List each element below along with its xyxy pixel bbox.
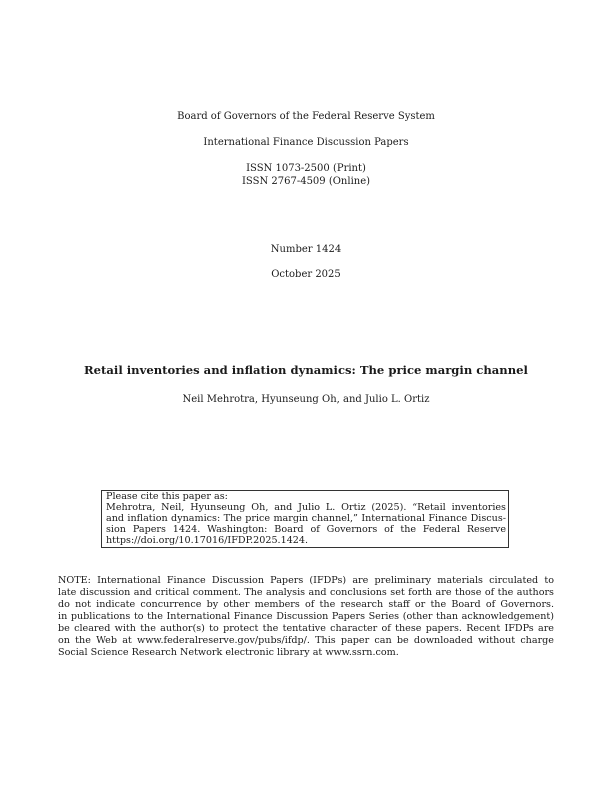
citation-line: Mehrotra, Neil, Hyunseung Oh, and Julio L. Ortiz (2025). “Retail inventories (106, 502, 506, 513)
citation-doi-link[interactable]: https://doi.org/10.17016/IFDP.2025.1424. (106, 535, 309, 546)
series-name: International Finance Discussion Papers (203, 137, 409, 148)
note-line: in publications to the International Finance Discussion Papers Series (other than acknowledgement) (58, 611, 554, 622)
note-line: Social Science Research Network electronic library at www.ssrn.com. (58, 647, 399, 658)
citation-line: sion Papers 1424. Washington: Board of Governors of the Federal Reserve (106, 524, 506, 535)
paper-authors: Neil Mehrotra, Hyunseung Oh, and Julio L. Ortiz (182, 394, 430, 405)
note-line: late discussion and critical comment. The analysis and conclusions set forth are those of the authors (58, 587, 554, 598)
paper-date: October 2025 (271, 269, 341, 280)
note-line: be cleared with the author(s) to protect the tentative character of these papers. Recent IFDPs are (58, 623, 554, 634)
issn-online: ISSN 2767-4509 (Online) (241, 176, 371, 187)
citation-heading: Please cite this paper as: (106, 491, 228, 502)
paper-number: Number 1424 (270, 244, 342, 255)
note-line: on the Web at www.federalreserve.gov/pubs/ifdp/. This paper can be downloaded without charge (58, 635, 554, 646)
note-line: do not indicate concurrence by other members of the research staff or the Board of Governors. (58, 599, 554, 610)
citation-box (101, 490, 509, 548)
citation-line: and inflation dynamics: The price margin channel,” International Finance Discus- (106, 513, 506, 524)
note-line: NOTE: International Finance Discussion Papers (IFDPs) are preliminary materials circulated to (58, 575, 554, 586)
paper-title: Retail inventories and inflation dynamics: The price margin channel (84, 363, 528, 377)
institution-name: Board of Governors of the Federal Reserve System (177, 111, 435, 122)
issn-print: ISSN 1073-2500 (Print) (246, 163, 366, 174)
